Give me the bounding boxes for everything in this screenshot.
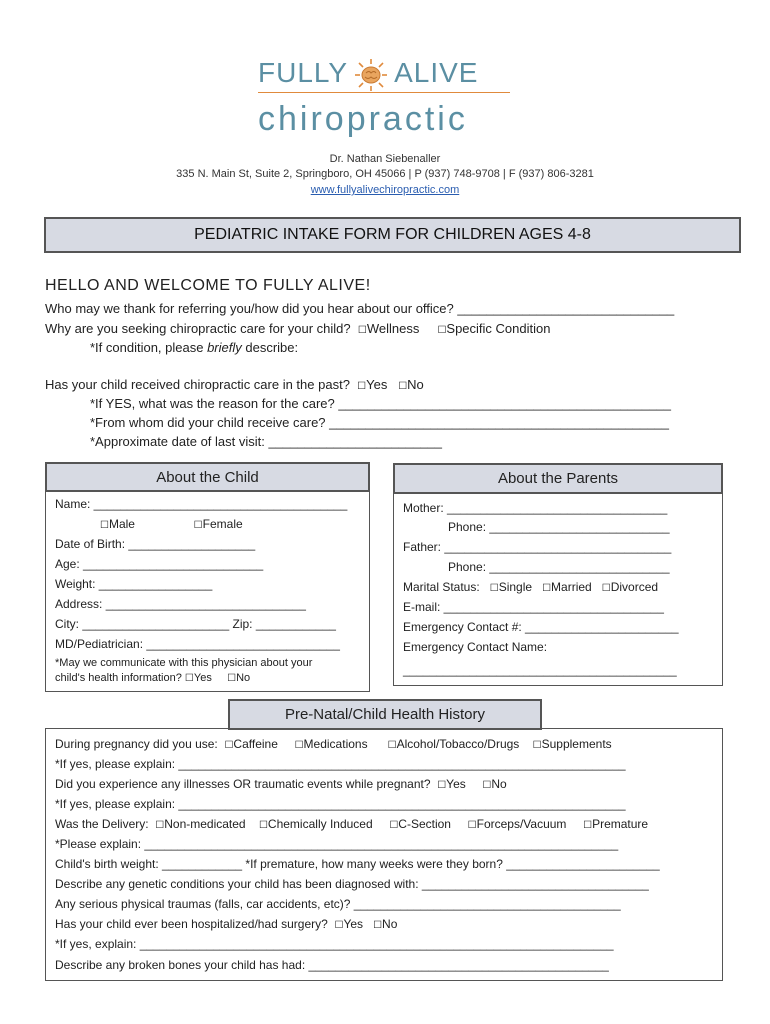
pregnancy-use-row: During pregnancy did you use: ☐Caffeine ☐Medications ☐Alcohol/Tobacco/Drugs ☐Supplements xyxy=(55,737,612,751)
last-visit-field[interactable]: *Approximate date of last visit: ________________________ xyxy=(90,434,442,449)
chemically-induced-checkbox[interactable]: ☐Chemically Induced xyxy=(258,817,373,831)
delivery-row: Was the Delivery: ☐Non-medicated ☐Chemically Induced ☐C-Section ☐Forceps/Vacuum ☐Premature xyxy=(55,817,649,831)
genetic-conditions-field[interactable]: Describe any genetic conditions your child has been diagnosed with: __________________________________ xyxy=(55,877,649,891)
sex-row xyxy=(100,514,243,536)
prior-no-checkbox[interactable]: ☐No xyxy=(398,377,424,392)
child-name-field[interactable]: Name: ______________________________________ xyxy=(55,497,348,511)
hospitalized-yes-checkbox[interactable]: ☐Yes xyxy=(334,917,364,931)
welcome-heading: HELLO AND WELCOME TO FULLY ALIVE! xyxy=(45,277,371,294)
logo-top-line xyxy=(258,57,508,92)
age-field[interactable]: Age: ___________________________ xyxy=(55,557,264,571)
father-field[interactable]: Father: __________________________________ xyxy=(403,540,672,554)
history-panel-header: Pre-Natal/Child Health History xyxy=(228,699,542,730)
wellness-checkbox[interactable]: ☐Wellness xyxy=(357,321,420,336)
illness-explain-field[interactable]: *If yes, please explain: ___________________________________________________________________ xyxy=(55,797,626,811)
reason-question: Why are you seeking chiropractic care for your child? xyxy=(45,321,351,336)
mother-field[interactable]: Mother: _________________________________ xyxy=(403,501,668,515)
marital-row: Marital Status: ☐Single ☐Married ☐Divorced xyxy=(403,580,659,594)
alcohol-checkbox[interactable]: ☐Alcohol/Tobacco/Drugs xyxy=(387,737,520,751)
email-field[interactable]: E-mail: _________________________________ xyxy=(403,600,664,614)
logo-word-alive: ALIVE xyxy=(394,57,479,88)
address-field[interactable]: Address: ______________________________ xyxy=(55,597,306,611)
divorced-checkbox[interactable]: ☐Divorced xyxy=(601,580,659,594)
form-title: PEDIATRIC INTAKE FORM FOR CHILDREN AGES 4-8 xyxy=(44,217,741,253)
emergency-number-field[interactable]: Emergency Contact #: _______________________ xyxy=(403,620,679,634)
female-checkbox[interactable]: ☐Female xyxy=(193,517,243,531)
mother-phone-field[interactable]: Phone: ___________________________ xyxy=(448,520,670,534)
medications-checkbox[interactable]: ☐Medications xyxy=(294,737,368,751)
referral-question[interactable]: Who may we thank for referring you/how did you hear about our office? ______________________________ xyxy=(45,301,675,316)
pediatrician-field[interactable]: MD/Pediatrician: _____________________________ xyxy=(55,637,340,651)
prior-reason-field[interactable]: *If YES, what was the reason for the care? ______________________________________________ xyxy=(90,396,671,411)
describe-condition[interactable]: *If condition, please briefly describe: xyxy=(90,340,299,355)
child-panel-header: About the Child xyxy=(45,462,370,492)
communicate-yes-checkbox[interactable]: ☐Yes xyxy=(184,672,212,684)
reason-row xyxy=(45,319,550,340)
forceps-checkbox[interactable]: ☐Forceps/Vacuum xyxy=(467,817,567,831)
logo-divider xyxy=(258,92,510,93)
sun-brain-icon xyxy=(354,58,388,92)
communicate-note: *May we communicate with this physician about your xyxy=(55,657,313,669)
broken-bones-field[interactable]: Describe any broken bones your child has had: _____________________________________________ xyxy=(55,958,609,972)
website-link[interactable]: www.fullyalivechiropractic.com xyxy=(310,184,460,196)
illness-row: Did you experience any illnesses OR traumatic events while pregnant? ☐Yes ☐No xyxy=(55,777,507,791)
emergency-name-label: Emergency Contact Name: xyxy=(403,640,548,654)
married-checkbox[interactable]: ☐Married xyxy=(542,580,592,594)
illness-yes-checkbox[interactable]: ☐Yes xyxy=(437,777,466,791)
delivery-explain-field[interactable]: *Please explain: _______________________________________________________________________ xyxy=(55,837,619,851)
non-medicated-checkbox[interactable]: ☐Non-medicated xyxy=(155,817,246,831)
prior-care-row xyxy=(45,375,424,396)
c-section-checkbox[interactable]: ☐C-Section xyxy=(389,817,451,831)
male-checkbox[interactable]: ☐Male xyxy=(100,517,135,531)
doctor-name: Dr. Nathan Siebenaller xyxy=(329,153,441,165)
hospitalized-no-checkbox[interactable]: ☐No xyxy=(373,917,398,931)
caffeine-checkbox[interactable]: ☐Caffeine xyxy=(224,737,278,751)
logo-word-fully: FULLY xyxy=(258,57,349,88)
emergency-name-field[interactable]: _________________________________________ xyxy=(403,663,677,677)
dob-field[interactable]: Date of Birth: ___________________ xyxy=(55,537,256,551)
parents-panel-header: About the Parents xyxy=(393,463,723,494)
communicate-row: child's health information? ☐Yes ☐No xyxy=(55,672,251,684)
communicate-no-checkbox[interactable]: ☐No xyxy=(227,672,251,684)
prior-care-question: Has your child received chiropractic care in the past? xyxy=(45,377,350,392)
hospitalized-explain-field[interactable]: *If yes, explain: _______________________________________________________________________ xyxy=(55,937,614,951)
supplements-checkbox[interactable]: ☐Supplements xyxy=(532,737,612,751)
pregnancy-explain-field[interactable]: *If yes, please explain: ___________________________________________________________________ xyxy=(55,757,626,771)
city-zip-field[interactable]: City: ______________________ Zip: ____________ xyxy=(55,617,336,631)
prior-provider-field[interactable]: *From whom did your child receive care? _______________________________________________ xyxy=(90,415,669,430)
logo-word-chiropractic: chiropractic xyxy=(258,100,468,138)
weight-field[interactable]: Weight: _________________ xyxy=(55,577,213,591)
single-checkbox[interactable]: ☐Single xyxy=(489,580,533,594)
premature-checkbox[interactable]: ☐Premature xyxy=(583,817,649,831)
father-phone-field[interactable]: Phone: ___________________________ xyxy=(448,560,670,574)
hospitalized-row: Has your child ever been hospitalized/had surgery? ☐Yes ☐No xyxy=(55,917,398,931)
traumas-field[interactable]: Any serious physical traumas (falls, car accidents, etc)? ________________________________________ xyxy=(55,897,621,911)
birth-weight-field[interactable]: Child's birth weight: ____________ *If premature, how many weeks were they born? _______________________ xyxy=(55,857,660,871)
prior-yes-checkbox[interactable]: ☐Yes xyxy=(357,377,388,392)
office-address: 335 N. Main St, Suite 2, Springboro, OH 45066 | P (937) 748-9708 | F (937) 806-3281 xyxy=(176,168,594,180)
specific-condition-checkbox[interactable]: ☐Specific Condition xyxy=(437,321,551,336)
illness-no-checkbox[interactable]: ☐No xyxy=(482,777,507,791)
